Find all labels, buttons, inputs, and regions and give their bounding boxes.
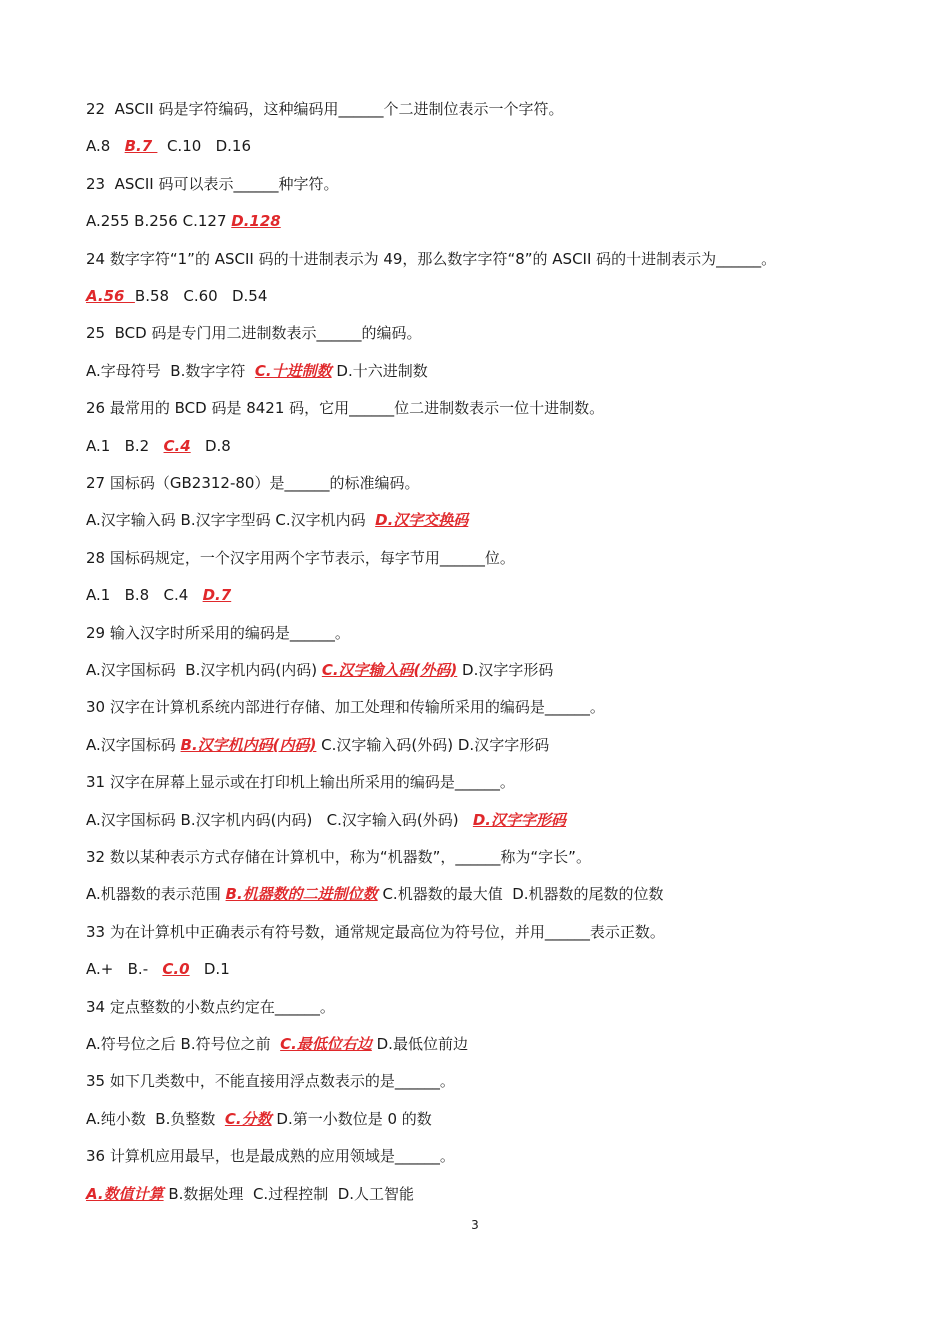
option-text: C.10 D.16: [157, 137, 251, 155]
option-text: A.255 B.256 C.127: [86, 212, 232, 230]
option-text: D.第一小数位是 0 的数: [271, 1110, 432, 1128]
option-text: A.字母符号 B.数字字符: [86, 362, 255, 380]
answer-highlight: C.汉字输入码(外码): [321, 661, 458, 679]
answer-highlight: C.最低位右边: [280, 1035, 372, 1053]
question-text: 25 BCD 码是专门用二进制数表示______的编码。: [86, 324, 422, 342]
option-text: D.汉字字形码: [457, 661, 554, 679]
question-line: [86, 846, 890, 868]
options-line: [86, 1033, 890, 1055]
question-line: [86, 996, 890, 1018]
answer-highlight: D.汉字交换码: [375, 511, 469, 529]
question-line: [86, 771, 890, 793]
option-text: D.8: [190, 437, 231, 455]
question-text: 28 国标码规定，一个汉字用两个字节表示，每字节用______位。: [86, 549, 515, 567]
question-text: 26 最常用的 BCD 码是 8421 码，它用______位二进制数表示一位十进制数。: [86, 399, 605, 417]
question-text: 24 数字字符“1”的 ASCII 码的十进制表示为 49，那么数字字符“8”的 ASCII 码的十进制表示为______。: [86, 250, 777, 268]
options-line: [86, 809, 890, 831]
answer-highlight: C.分数: [224, 1110, 272, 1128]
question-line: [86, 921, 890, 943]
question-line: [86, 1070, 890, 1092]
question-line: [86, 1145, 890, 1167]
question-text: 33 为在计算机中正确表示有符号数，通常规定最高位为符号位，并用______表示正数。: [86, 923, 665, 941]
option-text: A.汉字输入码 B.汉字字型码 C.汉字机内码: [86, 511, 376, 529]
options-line: [86, 734, 890, 756]
option-text: A.机器数的表示范围: [86, 885, 226, 903]
answer-highlight: A.数值计算: [86, 1185, 164, 1203]
answer-highlight: D.汉字字形码: [472, 811, 567, 829]
answer-highlight: B.汉字机内码(内码): [180, 736, 317, 754]
option-text: A.8: [86, 137, 125, 155]
options-line: [86, 659, 890, 681]
question-text: 34 定点整数的小数点约定在______。: [86, 998, 335, 1016]
question-text: 32 数以某种表示方式存储在计算机中，称为“机器数”，______称为“字长”。: [86, 848, 591, 866]
question-text: 29 输入汉字时所采用的编码是______。: [86, 624, 350, 642]
option-text: D.十六进制数: [331, 362, 428, 380]
question-line: [86, 696, 890, 718]
answer-highlight: D.128: [231, 212, 281, 230]
answer-highlight: D.7: [202, 586, 232, 604]
answer-highlight: C.十进制数: [254, 362, 332, 380]
option-text: A.1 B.2: [86, 437, 164, 455]
option-text: D.最低位前边: [371, 1035, 468, 1053]
options-line: [86, 1108, 890, 1130]
answer-highlight: A.56: [86, 287, 135, 305]
question-text: 36 计算机应用最早，也是最成熟的应用领域是______。: [86, 1147, 455, 1165]
answer-highlight: B.机器数的二进制位数: [225, 885, 378, 903]
options-line: [86, 435, 890, 457]
options-line: [86, 1183, 890, 1205]
question-line: [86, 322, 890, 344]
option-text: A.1 B.8 C.4: [86, 586, 203, 604]
question-line: [86, 622, 890, 644]
options-line: [86, 135, 890, 157]
answer-highlight: C.0: [162, 960, 190, 978]
option-text: A.汉字国标码 B.汉字机内码(内码) C.汉字输入码(外码): [86, 811, 473, 829]
question-text: 23 ASCII 码可以表示______种字符。: [86, 175, 339, 193]
question-text: 35 如下几类数中，不能直接用浮点数表示的是______。: [86, 1072, 455, 1090]
option-text: C.机器数的最大值 D.机器数的尾数的位数: [377, 885, 664, 903]
question-line: [86, 173, 890, 195]
option-text: A.+ B.-: [86, 960, 163, 978]
question-text: 27 国标码（GB2312-80）是______的标准编码。: [86, 474, 420, 492]
question-text: 30 汉字在计算机系统内部进行存储、加工处理和传输所采用的编码是______。: [86, 698, 605, 716]
options-line: [86, 285, 890, 307]
option-text: B.数据处理 C.过程控制 D.人工智能: [163, 1185, 415, 1203]
question-text: 31 汉字在屏幕上显示或在打印机上输出所采用的编码是______。: [86, 773, 515, 791]
question-text: 22 ASCII 码是字符编码，这种编码用______个二进制位表示一个字符。: [86, 100, 564, 118]
question-line: [86, 98, 890, 120]
options-line: [86, 958, 890, 980]
answer-highlight: C.4: [163, 437, 191, 455]
question-line: [86, 397, 890, 419]
option-text: A.汉字国标码 B.汉字机内码(内码): [86, 661, 322, 679]
question-line: [86, 248, 890, 270]
options-line: [86, 360, 890, 382]
option-text: C.汉字输入码(外码) D.汉字字形码: [316, 736, 550, 754]
option-text: A.符号位之后 B.符号位之前: [86, 1035, 281, 1053]
question-line: [86, 547, 890, 569]
page-number: 3: [471, 1218, 479, 1232]
question-line: [86, 472, 890, 494]
options-line: [86, 883, 890, 905]
options-line: [86, 584, 890, 606]
option-text: A.纯小数 B.负整数: [86, 1110, 225, 1128]
options-line: [86, 210, 890, 232]
answer-highlight: B.7: [124, 137, 158, 155]
options-line: [86, 509, 890, 531]
option-text: D.1: [189, 960, 230, 978]
option-text: B.58 C.60 D.54: [134, 287, 268, 305]
option-text: A.汉字国标码: [86, 736, 181, 754]
